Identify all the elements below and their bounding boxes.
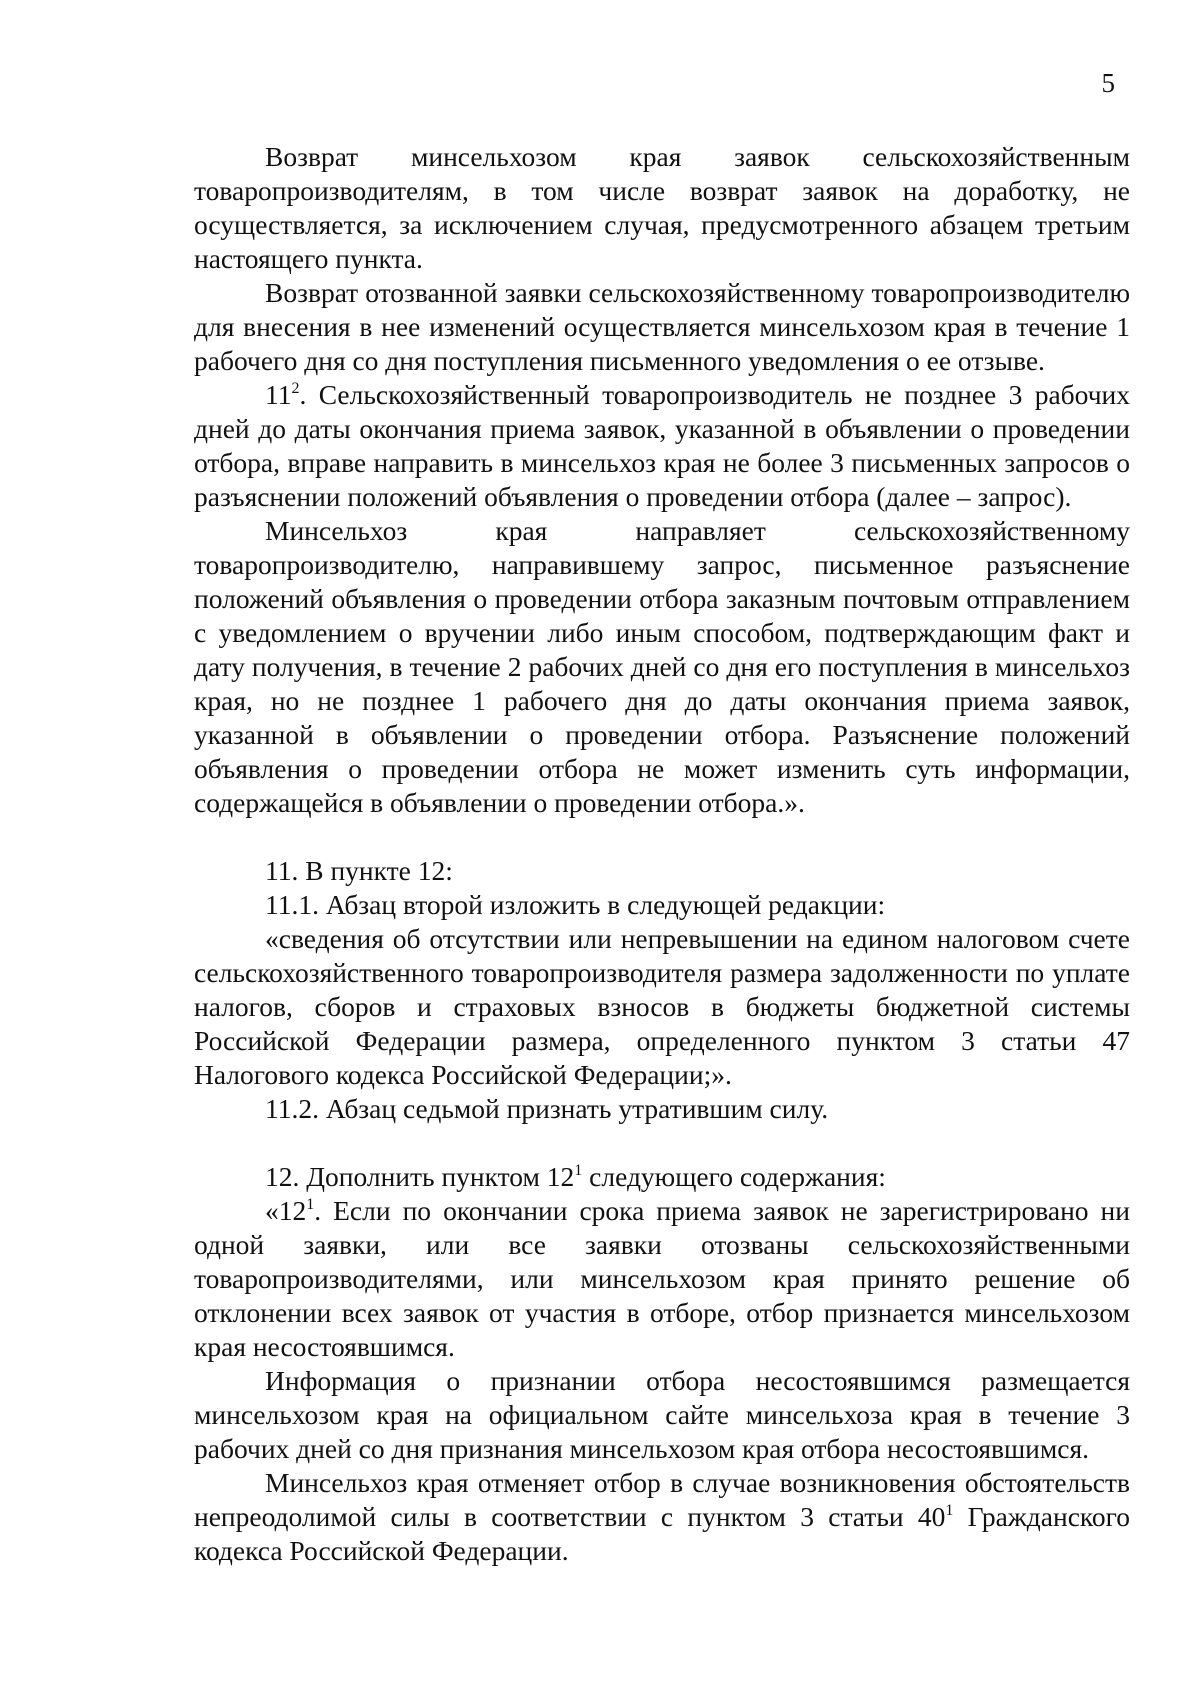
paragraph-text: следующего содержания: xyxy=(582,1161,886,1192)
paragraph xyxy=(194,1466,1130,1568)
document-body xyxy=(194,140,1130,1568)
paragraph-text: Возврат минсельхозом края заявок сельскохозяйственным товаропроизводителям, в том числе возврат заявок на доработку, не осуществляется, за исключением случая, предусмотренного абзацем третьим настоящего пункта. xyxy=(194,141,1130,274)
paragraph xyxy=(194,1092,1130,1126)
paragraph xyxy=(194,888,1130,922)
superscript-index: 1 xyxy=(306,1196,315,1213)
paragraph-text: «сведения об отсутствии или непревышении на едином налоговом счете сельскохозяйственного товаропроизводителя размера задолженности по уплате налогов, сборов и страховых взносов в бюджеты бюджетной системы Российской Федерации размера, определенного пунктом 3 статьи 47 Налогового кодекса Российской Федерации;». xyxy=(194,923,1130,1090)
superscript-index: 2 xyxy=(291,380,300,397)
superscript-index: 1 xyxy=(574,1162,583,1179)
paragraph-prefix: 12. Дополнить пунктом 12 xyxy=(265,1161,575,1192)
paragraph xyxy=(194,1194,1130,1364)
paragraph-text: 11. В пункте 12: xyxy=(265,855,453,886)
paragraph-text: . Сельскохозяйственный товаропроизводитель не позднее 3 рабочих дней до даты окончания приема заявок, указанной в объявлении о проведении отбора, вправе направить в минсельхоз края не более 3 письменных запросов о разъяснении положений объявления о проведении отбора (далее – запрос). xyxy=(194,379,1130,512)
paragraph xyxy=(194,854,1130,888)
paragraph-prefix: Минсельхоз края отменяет отбор в случае возникновения обстоятельств непреодолимой силы в соответствии с пунктом 3 статьи 40 xyxy=(194,1467,1130,1532)
paragraph-text: Минсельхоз края направляет сельскохозяйственному товаропроизводителю, направившему запрос, письменное разъяснение положений объявления о проведении отбора заказным почтовым отправлением с уведомлением о вручении либо иным способом, подтверждающим факт и дату получения, в течение 2 рабочих дней со дня его поступления в минсельхоз края, но не позднее 1 рабочего дня до даты окончания приема заявок, указанной в объявлении о проведении отбора. Разъяснение положений объявления о проведении отбора не может изменить суть информации, содержащейся в объявлении о проведении отбора.». xyxy=(194,515,1130,818)
paragraph-text: Информация о признании отбора несостоявшимся размещается минсельхозом края на официальном сайте минсельхоза края в течение 3 рабочих дней со дня признания минсельхозом края отбора несостоявшимся. xyxy=(194,1365,1130,1464)
paragraph xyxy=(194,378,1130,514)
paragraph-text: 11.2. Абзац седьмой признать утратившим силу. xyxy=(265,1093,829,1124)
paragraph xyxy=(194,1160,1130,1194)
paragraph xyxy=(194,922,1130,1092)
paragraph-text: Гражданского кодекса Российской Федерации. xyxy=(194,1501,1130,1566)
superscript-index: 1 xyxy=(945,1502,954,1519)
paragraph-prefix: «12 xyxy=(265,1195,307,1226)
paragraph-prefix: 11 xyxy=(265,379,292,410)
paragraph-text: Возврат отозванной заявки сельскохозяйственному товаропроизводителю для внесения в нее изменений осуществляется минсельхозом края в течение 1 рабочего дня со дня поступления письменного уведомления о ее отзыве. xyxy=(194,277,1130,376)
paragraph xyxy=(194,514,1130,820)
page-number: 5 xyxy=(1101,68,1115,98)
paragraph xyxy=(194,276,1130,378)
paragraph xyxy=(194,1364,1130,1466)
paragraph xyxy=(194,140,1130,276)
paragraph-text: 11.1. Абзац второй изложить в следующей редакции: xyxy=(265,889,886,920)
paragraph-text: . Если по окончании срока приема заявок не зарегистрировано ни одной заявки, или все заявки отозваны сельскохозяйственными товаропроизводителями, или минсельхозом края принято решение об отклонении всех заявок от участия в отборе, отбор признается минсельхозом края несостоявшимся. xyxy=(194,1195,1130,1362)
